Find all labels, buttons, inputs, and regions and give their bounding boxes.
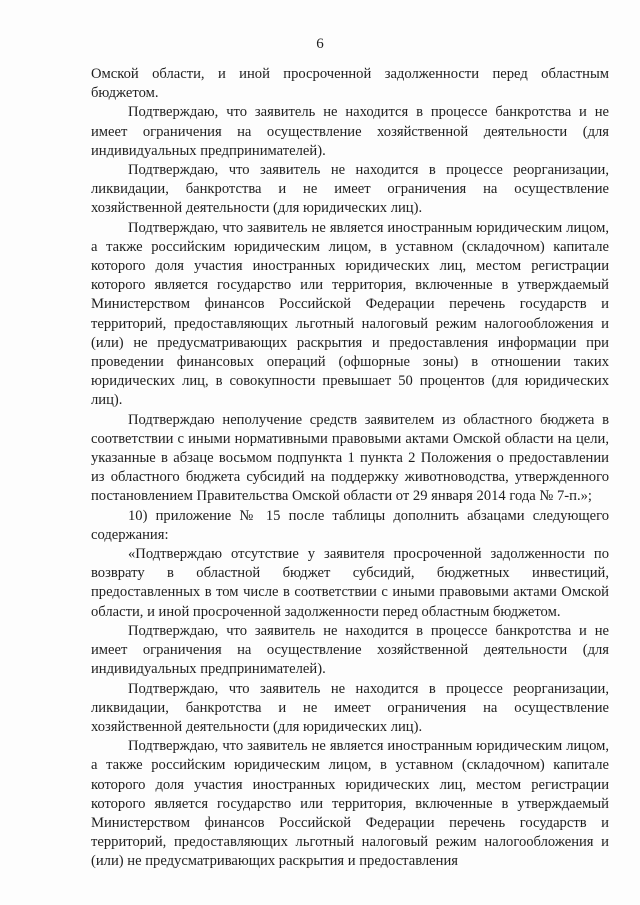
paragraph: Подтверждаю, что заявитель не является иностранным юридическим лицом, а также российским юридическим лицом, в уставном (складочном) капитале которого доля участия иностранных юридических лиц, местом регистрации которого является государство или территория, включенные в утверждаемый Министерством финансов Российской Федерации перечень государств и территорий, предоставляющих льготный налоговый режим налогообложения и (или) не предусматривающих раскрытия и предоставления информации при проведении финансовых операций (офшорные зоны) в отношении таких юридических лиц, в совокупности превышает 50 процентов (для юридических лиц). xyxy=(91,219,609,409)
paragraph: Подтверждаю, что заявитель не является иностранным юридическим лицом, а также российским юридическим лицом, в уставном (складочном) капитале которого доля участия иностранных юридических лиц, местом регистрации которого является государство или территория, включенные в утверждаемый Министерством финансов Российской Федерации перечень государств и территорий, предоставляющих льготный налоговый режим налогообложения и (или) не предусматривающих раскрытия и предоставления xyxy=(91,738,609,870)
paragraph: Подтверждаю, что заявитель не находится в процессе банкротства и не имеет ограничения на осуществление хозяйственной деятельности (для индивидуальных предпринимателей). xyxy=(91,104,609,159)
page-number: 6 xyxy=(316,36,324,52)
paragraph: Подтверждаю, что заявитель не находится в процессе реорганизации, ликвидации, банкротства и не имеет ограничения на осуществление хозяйственной деятельности (для юридических лиц). xyxy=(91,162,609,217)
paragraph: 10) приложение № 15 после таблицы дополнить абзацами следующего содержания: xyxy=(91,507,609,543)
paragraph: «Подтверждаю отсутствие у заявителя просроченной задолженности по возврату в областной бюджет субсидий, бюджетных инвестиций, предоставленных в том числе в соответствии с иными правовыми актами Омской области, и иной просроченной задолженности перед областным бюджетом. xyxy=(91,546,609,620)
paragraph: Подтверждаю, что заявитель не находится в процессе реорганизации, ликвидации, банкротства и не имеет ограничения на осуществление хозяйственной деятельности (для юридических лиц). xyxy=(91,680,609,735)
paragraph: Подтверждаю, что заявитель не находится в процессе банкротства и не имеет ограничения на осуществление хозяйственной деятельности (для индивидуальных предпринимателей). xyxy=(91,622,609,678)
document-body xyxy=(91,65,609,872)
paragraph: Омской области, и иной просроченной задолженности перед областным бюджетом. xyxy=(91,66,609,102)
paragraph: Подтверждаю неполучение средств заявителем из областного бюджета в соответствии с иными нормативными правовыми актами Омской области на цели, указанные в абзаце восьмом подпункта 1 пункта 2 Положения о предоставлении из областного бюджета субсидий на поддержку животноводства, утвержденного постановлением Правительства Омской области от 29 января 2014 года № 7-п.»; xyxy=(91,411,609,505)
